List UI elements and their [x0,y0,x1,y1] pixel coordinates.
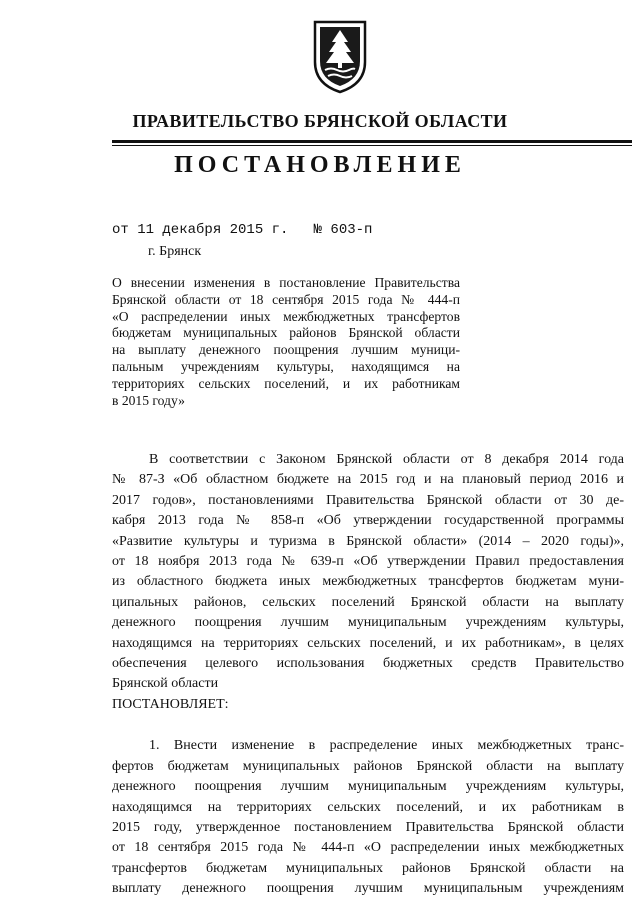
preamble-line: из областного бюджета иных межбюджетных трансфертов бюджетам муни- [112,574,624,590]
preamble-line: от 18 ноября 2013 года № 639-п «Об утверждении Правил предоставления [112,554,624,570]
subject-line: пальным учреждениям культуры, находящимся на [112,358,460,374]
preamble-line: находящимся на территориях сельских поселений, и их работникам», в целях [112,635,624,651]
date-number-line: от 11 декабря 2015 г. № 603-п [112,222,373,238]
subject-block [112,275,460,409]
header-rule-thin [112,145,632,146]
resolves-heading: ПОСТАНОВЛЯЕТ: [112,696,229,712]
preamble-line: денежного поощрения лучшим муниципальным учреждениям культуры, [112,615,624,631]
preamble-line: обеспечения целевого использования бюджетных средств Правительство [112,656,624,672]
city: г. Брянск [148,244,202,259]
preamble-line: № 87-З «Об областном бюджете на 2015 год и на плановый период 2016 и [112,472,624,488]
preamble-line: кабря 2013 года № 858-п «Об утверждении государственной программы [112,513,624,529]
subject-line: «О распределении иных межбюджетных трансфертов [112,308,460,324]
item1-line: фертов бюджетам муниципальных районов Брянской области на выплату [112,758,624,774]
preamble-line: В соответствии с Законом Брянской области от 8 декабря 2014 года [149,452,624,467]
government-name: ПРАВИТЕЛЬСТВО БРЯНСКОЙ ОБЛАСТИ [132,111,508,131]
bryansk-coat-of-arms-icon [309,18,371,94]
document-body [112,450,624,900]
subject-line: на выплату денежного поощрения лучшим муници- [112,342,460,358]
item1-line: от 18 сентября 2015 года № 444-п «О распределении иных межбюджетных [112,840,624,856]
item1-line: 1. Внести изменение в распределение иных межбюджетных транс- [149,738,624,754]
subject-line: Брянской области от 18 сентября 2015 года № 444-п [112,291,460,307]
item1-line: находящимся на территориях сельских поселений, и их работникам в [112,799,624,815]
item1-line: трансфертов бюджетам муниципальных районов Брянской области на [112,860,624,876]
header-rule-thick [112,140,632,143]
subject-line: территориях сельских поселений, и их работникам [112,375,460,391]
preamble-line: ципальных районов, сельских поселений Брянской области на выплату [112,594,624,610]
preamble-line: «Развитие культуры и туризма в Брянской области» (2014 – 2020 годы)», [112,533,624,549]
preamble-line: 2017 годов», постановлениями Правительства Брянской области от 30 де- [112,492,624,508]
subject-line: О внесении изменения в постановление Правительства [112,275,460,290]
subject-line: в 2015 году» [112,392,185,408]
subject-line: бюджетам муниципальных районов Брянской области [112,325,460,341]
item1-line: 2015 году, утвержденное постановлением Правительства Брянской области [112,819,624,835]
document-type: ПОСТАНОВЛЕНИЕ [174,152,466,178]
item1-line: денежного поощрения лучшим муниципальным учреждениям культуры, [112,779,624,795]
preamble-line: Брянской области [112,676,219,692]
item1-line: выплату денежного поощрения лучшим муниципальным учреждениям [112,881,624,897]
